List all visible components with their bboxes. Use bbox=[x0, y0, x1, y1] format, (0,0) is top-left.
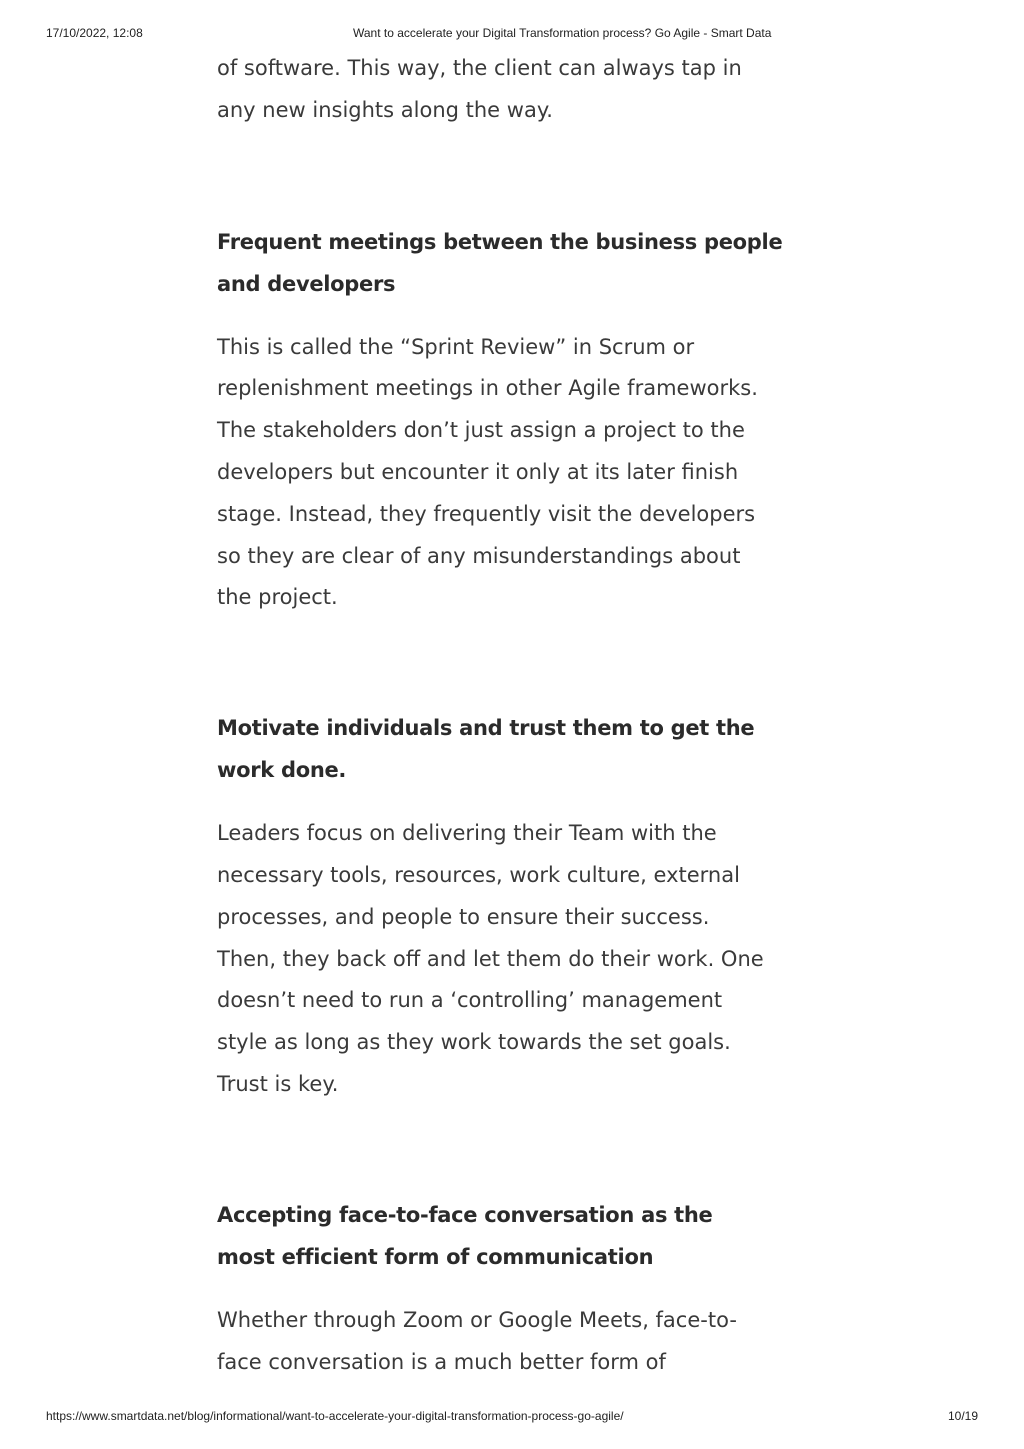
paragraph-line: Leaders focus on delivering their Team with the bbox=[217, 821, 717, 846]
print-page-number: 10/19 bbox=[947, 1409, 978, 1423]
paragraph-line: This is called the “Sprint Review” in Scrum or bbox=[217, 334, 695, 359]
heading-line: Frequent meetings between the business people bbox=[217, 229, 783, 254]
section-heading bbox=[217, 1194, 817, 1278]
section-paragraph bbox=[217, 813, 817, 1106]
print-header bbox=[0, 26, 1024, 42]
section-motivate-individuals bbox=[217, 707, 817, 1106]
paragraph-line: face conversation is a much better form of bbox=[217, 1349, 666, 1374]
paragraph-line: doesn’t need to run a ‘controlling’ management bbox=[217, 988, 723, 1013]
paragraph-line: processes, and people to ensure their success. bbox=[217, 904, 710, 929]
heading-line: and developers bbox=[217, 271, 396, 296]
paragraph-line: stage. Instead, they frequently visit the developers bbox=[217, 501, 756, 526]
paragraph-line: style as long as they work towards the set goals. bbox=[217, 1030, 731, 1055]
print-footer bbox=[0, 1409, 1024, 1425]
heading-line: Accepting face-to-face conversation as the bbox=[217, 1202, 713, 1227]
paragraph-line: developers but encounter it only at its later finish bbox=[217, 459, 739, 484]
section-face-to-face bbox=[217, 1194, 817, 1384]
paragraph-line: of software. This way, the client can always tap in bbox=[217, 56, 742, 80]
section-heading bbox=[217, 221, 817, 305]
heading-line: work done. bbox=[217, 758, 347, 783]
print-page-title: Want to accelerate your Digital Transformation process? Go Agile - Smart Data bbox=[353, 26, 772, 40]
paragraph-line: Then, they back off and let them do their work. One bbox=[217, 946, 764, 971]
paragraph-line: so they are clear of any misunderstandings about bbox=[217, 543, 741, 568]
heading-line: most efficient form of communication bbox=[217, 1244, 654, 1269]
section-paragraph bbox=[217, 1300, 817, 1384]
section-heading bbox=[217, 707, 817, 791]
paragraph-line: necessary tools, resources, work culture, external bbox=[217, 862, 740, 887]
paragraph-line: Trust is key. bbox=[217, 1071, 339, 1096]
paragraph-line: Whether through Zoom or Google Meets, face-to- bbox=[217, 1307, 737, 1332]
print-page-url: https://www.smartdata.net/blog/informational/want-to-accelerate-your-digital-transformation-process-go-agile/ bbox=[46, 1409, 624, 1423]
paragraph-line: any new insights along the way. bbox=[217, 97, 553, 122]
print-datetime: 17/10/2022, 12:08 bbox=[46, 26, 143, 40]
article-body bbox=[217, 48, 817, 1383]
section-paragraph bbox=[217, 327, 817, 620]
paragraph-line: The stakeholders don’t just assign a project to the bbox=[217, 418, 745, 443]
section-frequent-meetings bbox=[217, 221, 817, 620]
paragraph-line: the project. bbox=[217, 585, 338, 610]
heading-line: Motivate individuals and trust them to get the bbox=[217, 716, 755, 741]
intro-paragraph bbox=[217, 48, 817, 132]
paragraph-line: replenishment meetings in other Agile frameworks. bbox=[217, 376, 758, 401]
